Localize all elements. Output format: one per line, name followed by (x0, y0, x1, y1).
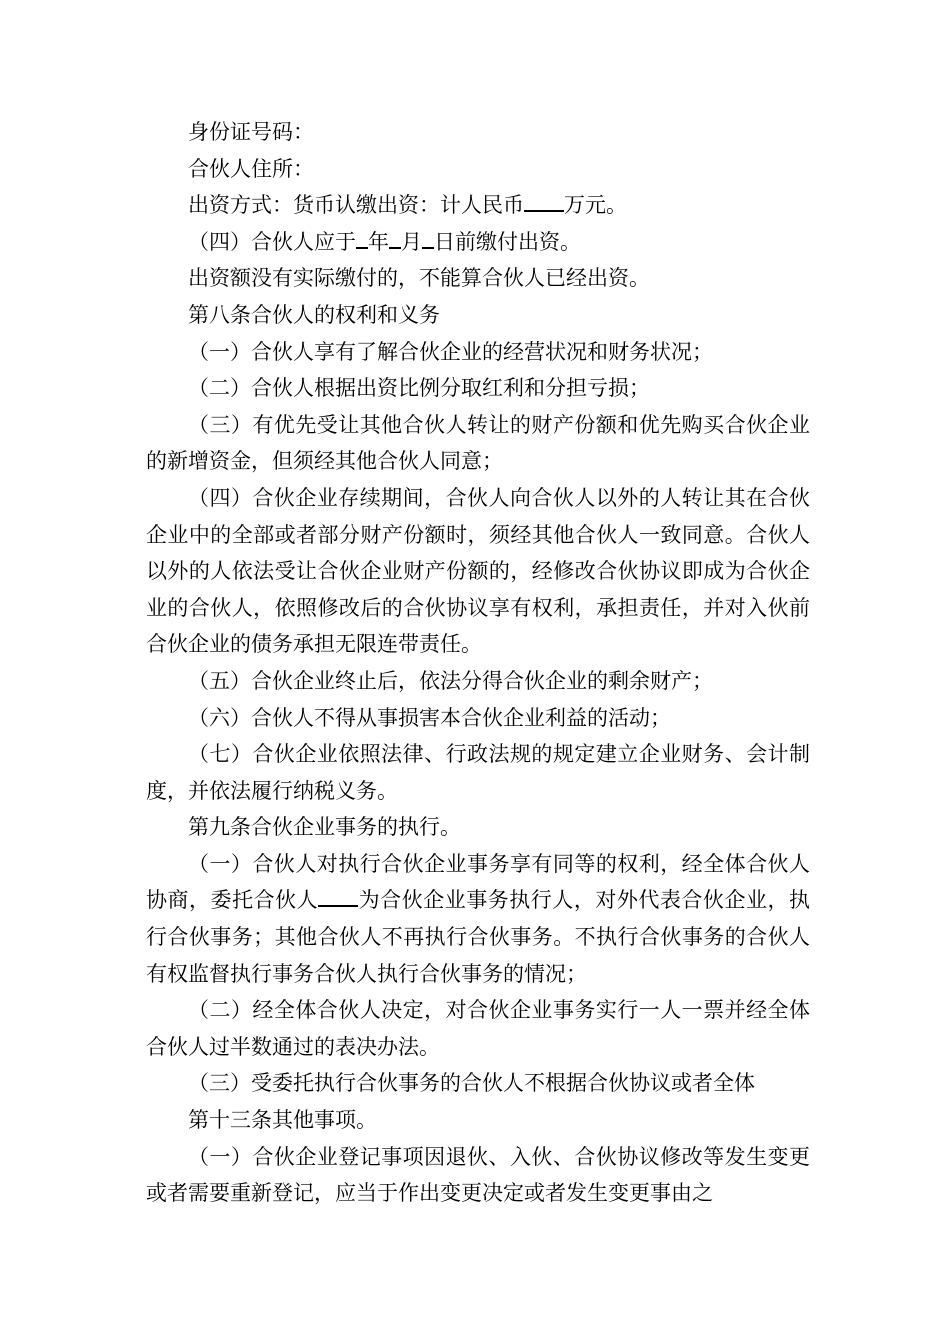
day-text: 日前缴付出资。 (434, 229, 581, 254)
article-8-item-7: （七）合伙企业依照法律、行政法规的规定建立企业财务、会计制度，并依法履行纳税义务。 (146, 742, 810, 803)
unpaid-contribution-note: 出资额没有实际缴付的，不能算合伙人已经出资。 (188, 266, 650, 291)
day-blank (422, 225, 434, 249)
article-9-item-1-text-a: （一）合伙人对执行合伙企业事务享有同等的权利，经全体合伙人协商，委托合伙人 (146, 851, 810, 913)
article-9-item-3: （三）受委托执行合伙事务的合伙人不根据合伙协议或者全体 (188, 1071, 755, 1096)
article-9-item-1 (146, 846, 810, 992)
article-8-item-2: （二）合伙人根据出资比例分取红利和分担亏损； (188, 376, 650, 401)
contribution-method-line (146, 187, 810, 224)
article-9-item-2: （二）经全体合伙人决定，对合伙企业事务实行一人一票并经全体合伙人过半数通过的表决办法。 (146, 998, 810, 1059)
article-13-item-1: （一）合伙企业登记事项因退伙、入伙、合伙协议修改等发生变更或者需要重新登记，应当于作出变更决定或者发生变更事由之 (146, 1144, 810, 1206)
article-8-item-4: （四）合伙企业存续期间，合伙人向合伙人以外的人转让其在合伙企业中的全部或者部分财产份额时，须经其他合伙人一致同意。合伙人以外的人依法受让合伙企业财产份额的，经修改合伙协议即成为合伙企业的合伙人，依照修改后的合伙协议享有权利，承担责任，并对入伙前合伙企业的债务承担无限连带责任。 (146, 485, 810, 657)
partner-address-label: 合伙人住所： (188, 156, 314, 181)
article-9-item-1-text-b: 为合伙企业事务执行人，对外代表合伙企业，执行合伙事务；其他合伙人不再执行合伙事务。不执行合伙事务的合伙人有权监督执行事务合伙人执行合伙事务的情况； (146, 888, 811, 986)
document-body (146, 114, 810, 1212)
executing-partner-blank (318, 883, 358, 907)
article-8-item-5: （五）合伙企业终止后，依法分得合伙企业的剩余财产； (188, 668, 713, 693)
year-blank (356, 225, 368, 249)
payment-deadline-text: （四）合伙人应于 (188, 229, 356, 254)
article-8-item-6: （六）合伙人不得从事损害本合伙企业利益的活动； (188, 705, 671, 730)
article-8-item-1: （一）合伙人享有了解合伙企业的经营状况和财务状况； (188, 339, 713, 364)
payment-deadline-line (146, 224, 810, 261)
amount-blank (524, 188, 564, 212)
contribution-unit-text: 万元。 (564, 193, 627, 218)
contribution-method-text: 出资方式：货币认缴出资：计人民币 (188, 193, 524, 218)
month-text: 月 (401, 229, 422, 254)
month-blank (389, 225, 401, 249)
year-text: 年 (368, 229, 389, 254)
article-8-item-3: （三）有优先受让其他合伙人转让的财产份额和优先购买合伙企业的新增资金，但须经其他合伙人同意； (146, 412, 810, 474)
id-number-label: 身份证号码： (188, 120, 314, 144)
article-13-heading: 第十三条其他事项。 (188, 1108, 377, 1133)
article-9-heading: 第九条合伙企业事务的执行。 (188, 815, 461, 840)
article-8-heading: 第八条合伙人的权利和义务 (188, 302, 440, 327)
